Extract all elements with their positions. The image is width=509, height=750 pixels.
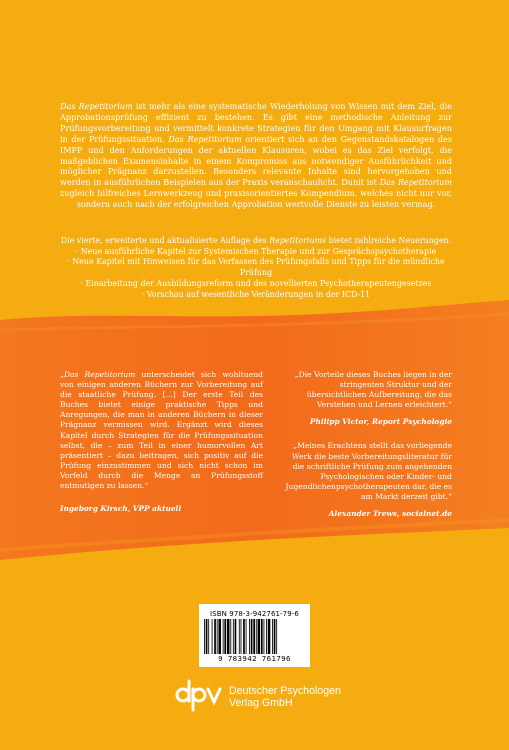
quote-right1-text: „Die Vorteile dieses Buches liegen in der stringenten Struktur und der übersichtlichen Aufbereitung, die das Verstehen und Lernen erleichtert.“	[294, 370, 452, 410]
intro-em-1: Das Repetitorium	[60, 101, 133, 111]
features-section	[50, 236, 462, 300]
quote-left-body: unterscheidet sich wohltuend von einigen anderen Büchern zur Vorbereitung auf die staatliche Prüfung. [...] Der erste Teil des Buches bietet einige praktische Tipps und Anregungen, die man in anderen Büchern in dieser Prägnanz vermissen wird. Ergänzt wird dieses Kapitel durch Strategien für die Prüfungssituation selbst, die – zum Teil in einer humorvollen Art präsentiert – dazu beitragen, sich positiv auf die Prüfung einzustimmen und sich nicht schon im Vorfeld durch die Menge an Prüfungsstoff entmutigen zu lassen.“	[60, 370, 263, 491]
quote-left-author: Ingeborg Kirsch, VPP aktuell	[60, 504, 182, 514]
features-lead	[50, 236, 462, 247]
barcode-bars	[204, 619, 305, 654]
intro-em-3: Das Repetitorium	[379, 177, 452, 188]
barcode-bar	[266, 619, 267, 654]
publisher-name	[229, 685, 359, 709]
barcode-bar	[230, 619, 231, 654]
barcode-bar	[258, 619, 261, 654]
quote-right2-text: „Meines Erachtens stellt das vorliegende Werk die beste Vorbereitungsliteratur für die schriftliche Prüfung zum angehenden Psychologischen oder Kinder- und Jugendlichenpsychotherapeuten dar, die es am Markt derzeit gibt.“	[285, 441, 452, 501]
quote-right1-author: Philipp Victor, Report Psychologie	[309, 417, 452, 427]
quote-left-text	[60, 370, 263, 491]
barcode-bar	[212, 619, 213, 654]
barcode-bar	[239, 619, 240, 654]
feature-item: · Einarbeitung der Ausbildungsreform und des novellierten Psychotherapeutengesetzes	[80, 278, 432, 288]
barcode-bar	[224, 619, 226, 654]
features-lead-em: Repetitoriums	[269, 236, 327, 245]
barcode-bar	[233, 619, 234, 654]
barcode-bar	[218, 619, 221, 654]
intro-text-3: zugleich hilfreiches Lernwerkzeug und praxisorientiertes Kompendium, welches nicht nur vor, sondern auch nach der erfolgreichen Approbation wertvolle Dienste zu leisten vermag.	[60, 188, 452, 210]
barcode-bar	[241, 619, 242, 654]
dpv-logo-icon	[174, 677, 224, 713]
intro-text-1: ist mehr als eine systematische Wiederholung von Wissen mit dem Ziel, die Approbationsprüfung effizient zu bestehen. Es gibt eine methodische Anleitung zur Prüfungsvorbereitung und vermittelt konkrete Strategien für den Umgang mit Klausurfragen in der Prüfungssituation.	[60, 101, 452, 144]
quote-right	[284, 370, 452, 528]
quote-left-block	[60, 370, 263, 514]
quote-left-open: „	[60, 370, 64, 379]
barcode-bar	[268, 619, 271, 654]
quote-left	[60, 370, 263, 523]
barcode-bar	[206, 619, 208, 654]
feature-item: · Vorschau auf wesentliche Veränderungen in der ICD-11	[141, 289, 371, 299]
feature-item: · Neue ausführliche Kapitel zur Systemischen Therapie und zur Gesprächspsychotherapie	[75, 246, 437, 256]
intro-text-2: orientiert sich an den Gegenstandskatalogen des IMPP und den Anforderungen der aktuellen Klausuren, wobei es das Ziel verfolgt, die maßgeblichen Examensinhalte in einem Kompromiss aus notwendiger Ausführlichkeit und möglicher Prägnanz darzustellen. Besonders relevante Inhalte sind hervorgehoben und werden in ausführlichen Beispielen aus der Praxis veranschaulicht. Dunit ist	[60, 133, 452, 188]
feature-item: · Neue Kapitel mit Hinweisen für das Verfassen des Prüfungsfalls und Tipps für die mündliche Prüfung	[67, 257, 445, 278]
isbn-label: ISBN 978-3-942761-79-6	[210, 610, 299, 618]
barcode-bar	[276, 619, 277, 654]
barcode-bar	[246, 619, 247, 654]
intro-em-2: Das Repetitorium	[168, 133, 242, 144]
barcode-bar	[214, 619, 216, 654]
barcode-bar	[256, 619, 257, 654]
barcode-bar	[227, 619, 230, 654]
barcode-bar	[272, 619, 273, 654]
quote-right-block-1	[284, 370, 452, 427]
barcode-bar	[261, 619, 263, 654]
barcode-bar	[235, 619, 237, 654]
publisher-line-2: Verlag GmbH	[229, 697, 293, 709]
barcode-bar	[249, 619, 250, 654]
barcode-bar	[264, 619, 265, 654]
quote-left-em: Das Repetitorium	[63, 370, 136, 379]
barcode-box	[199, 604, 310, 667]
quote-right2-author: Alexander Trews, socialnet.de	[328, 509, 452, 519]
publisher-line-1: Deutscher Psychologen	[229, 685, 341, 697]
quote-right-block-2	[284, 441, 452, 519]
barcode-bar	[208, 619, 209, 654]
features-list	[50, 247, 462, 301]
barcode-bar	[204, 619, 205, 654]
intro-paragraph	[60, 101, 452, 210]
barcode-bar	[251, 619, 253, 654]
features-lead-pre: Die vierte, erweiterte und aktualisierte Auflage des	[60, 236, 270, 245]
barcode-bar	[223, 619, 224, 654]
features-lead-post: bietet zahlreiche Neuerungen:	[326, 236, 452, 245]
ean-number: 9 783942 761796	[218, 654, 291, 663]
barcode-bar	[217, 619, 218, 654]
barcode-bar	[243, 619, 245, 654]
barcode-bar	[253, 619, 255, 654]
barcode-bar	[274, 619, 276, 654]
